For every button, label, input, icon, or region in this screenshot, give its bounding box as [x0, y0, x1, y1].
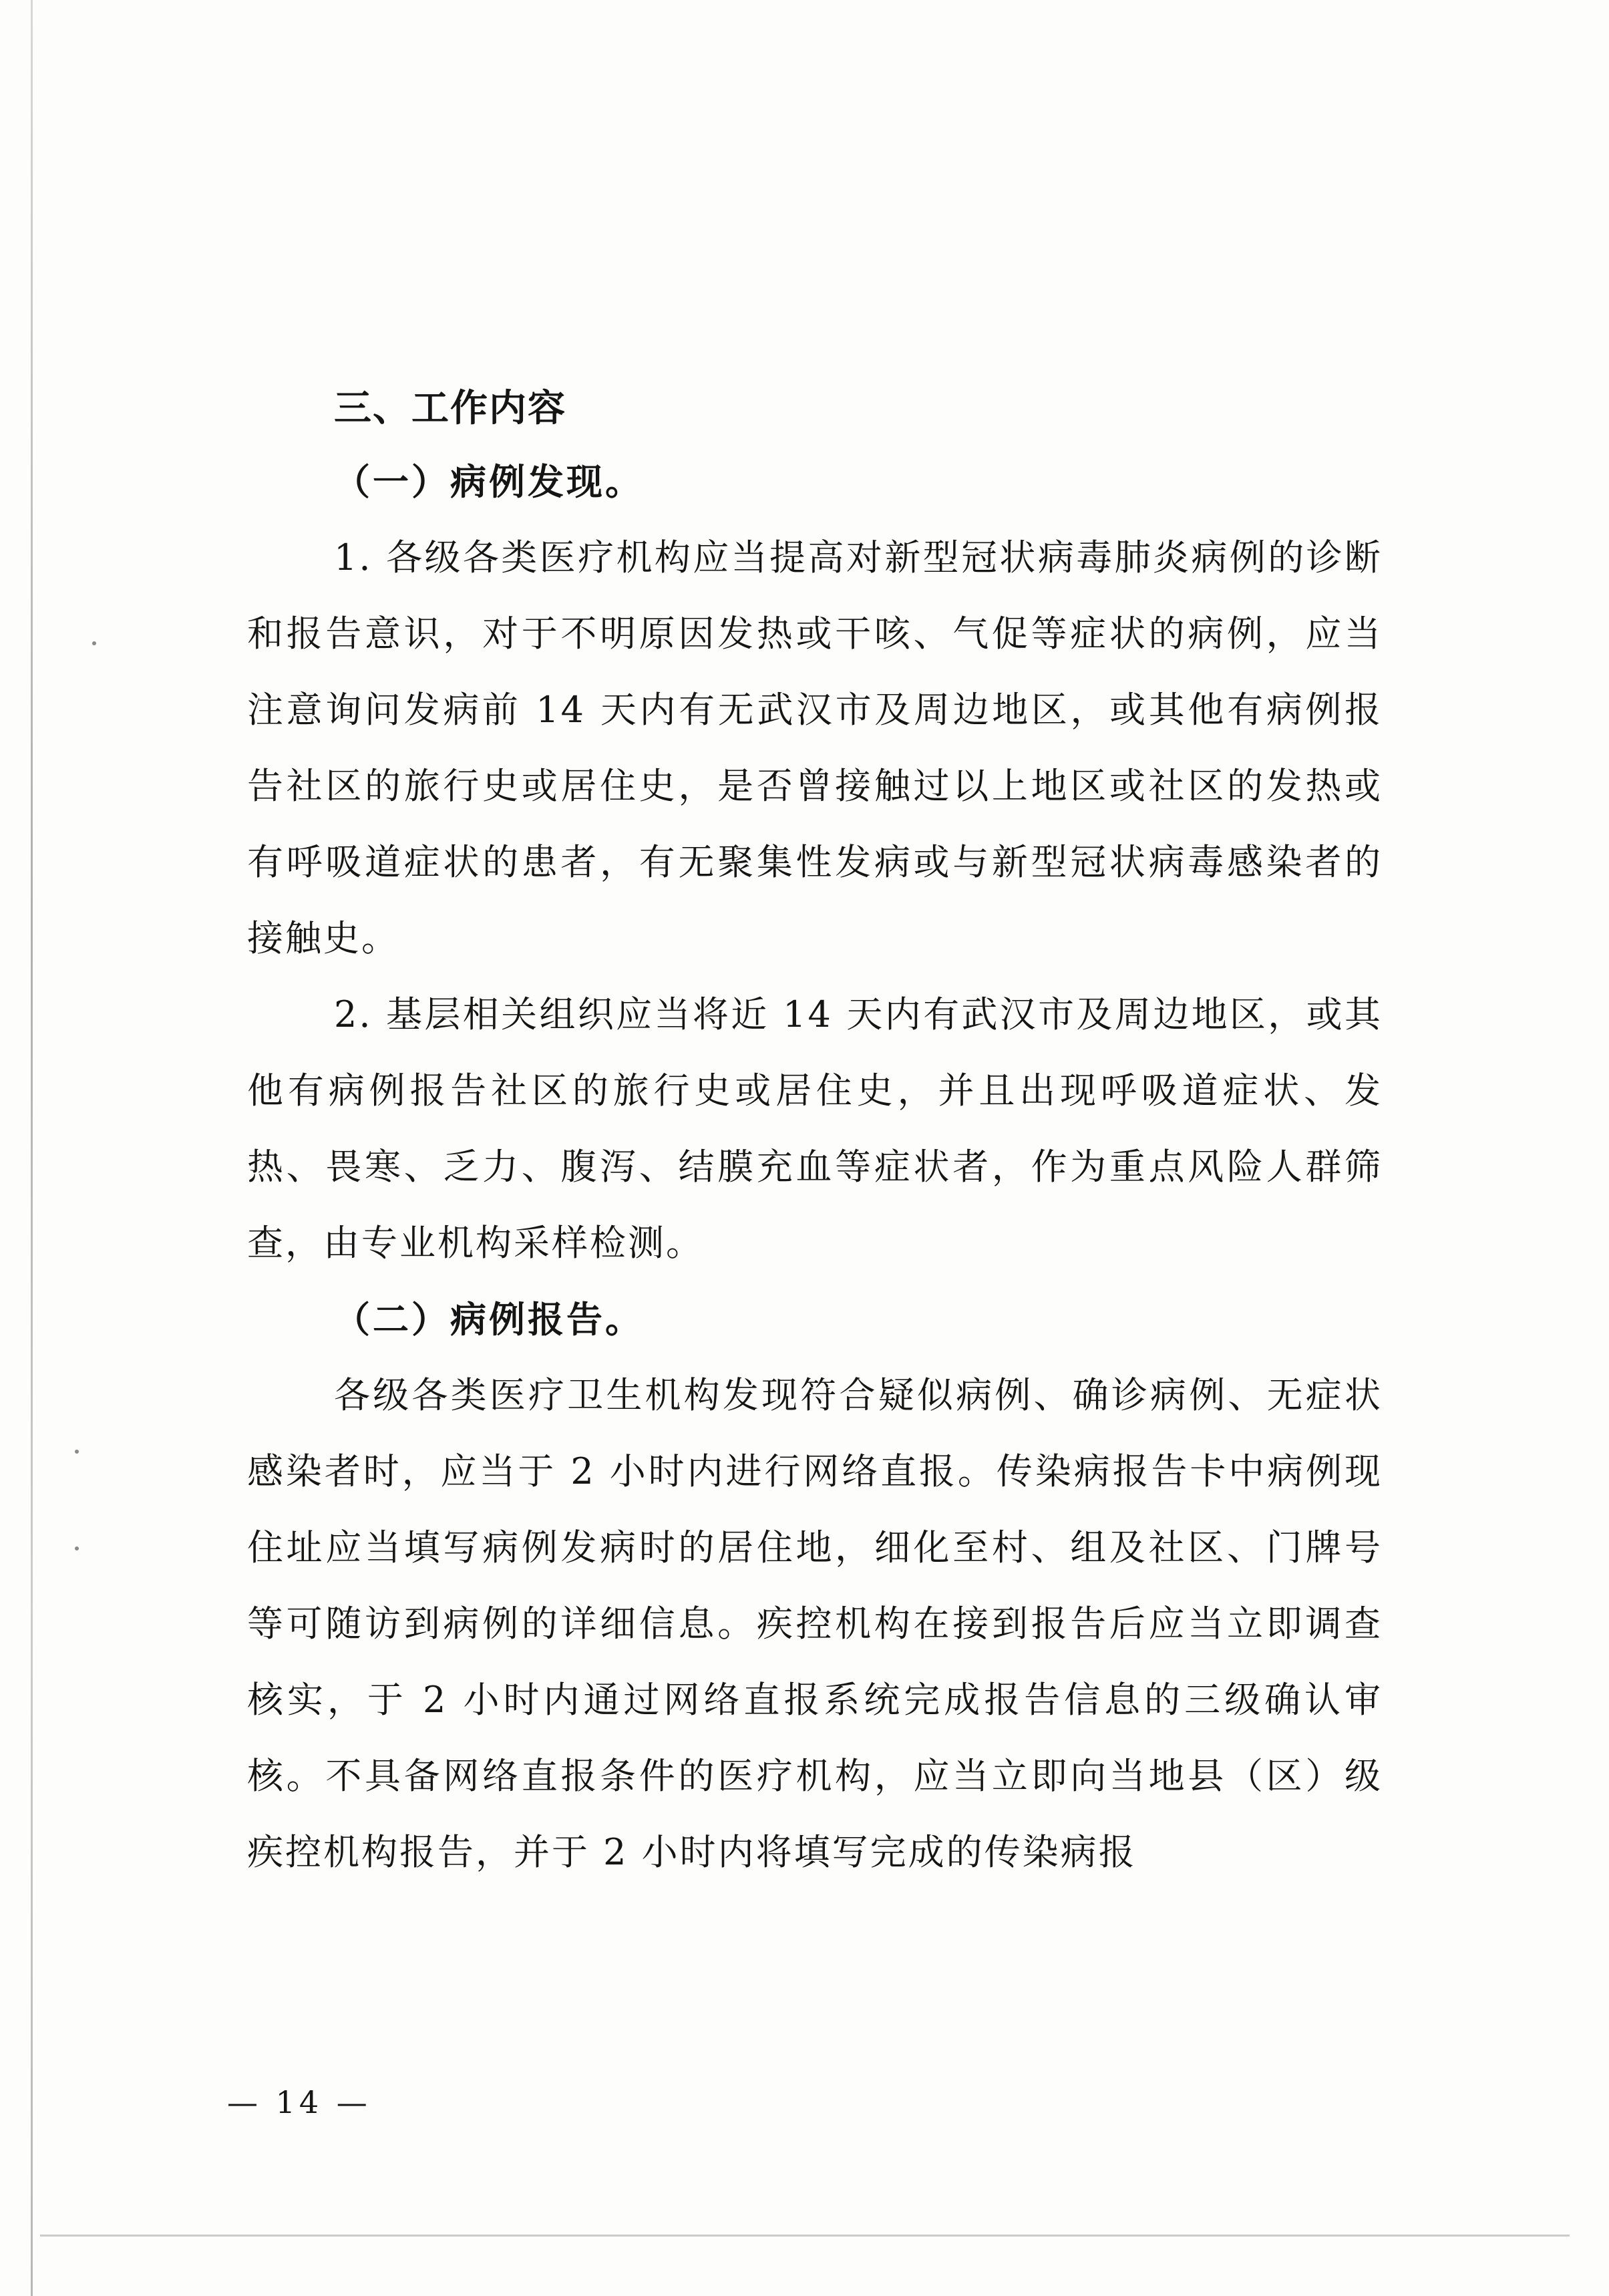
section-heading: 三、工作内容 — [334, 387, 566, 430]
document-body — [247, 374, 1383, 1891]
subsection-title-case-reporting: （二）病例报告。 — [334, 1298, 644, 1341]
page-number: — 14 — — [227, 2084, 371, 2120]
scan-speck — [75, 1450, 79, 1454]
scan-edge-left — [31, 0, 33, 2296]
scan-edge-bottom — [40, 2235, 1570, 2237]
scan-speck — [92, 641, 96, 645]
scan-speck — [75, 1546, 79, 1550]
paragraph-reporting: 各级各类医疗卫生机构发现符合疑似病例、确诊病例、无症状感染者时，应当于 2 小时内进行网络直报。传染病报告卡中病例现住址应当填写病例发病时的居住地，细化至村、组及社区、门牌号等可随访到病例的详细信息。疾控机构在接到报告后应当立即调查核实，于 2 小时内通过网络直报系统完成报告信息的三级确认审核。不具备网络直报条件的医疗机构，应当立即向当地县（区）级疾控机构报告，并于 2 小时内将填写完成的传染病报 — [247, 1374, 1383, 1873]
subsection-title-case-detection: （一）病例发现。 — [334, 460, 644, 503]
paragraph-item-1: 1. 各级各类医疗机构应当提高对新型冠状病毒肺炎病例的诊断和报告意识，对于不明原因发热或干咳、气促等症状的病例，应当注意询问发病前 14 天内有无武汉市及周边地区，或其他有病例报告社区的旅行史或居住史，是否曾接触过以上地区或社区的发热或有呼吸道症状的患者，有无聚集性发病或与新型冠状病毒感染者的接触史。 — [247, 536, 1383, 959]
paragraph-item-2: 2. 基层相关组织应当将近 14 天内有武汉市及周边地区，或其他有病例报告社区的旅行史或居住史，并且出现呼吸道症状、发热、畏寒、乏力、腹泻、结膜充血等症状者，作为重点风险人群筛查，由专业机构采样检测。 — [247, 993, 1383, 1264]
